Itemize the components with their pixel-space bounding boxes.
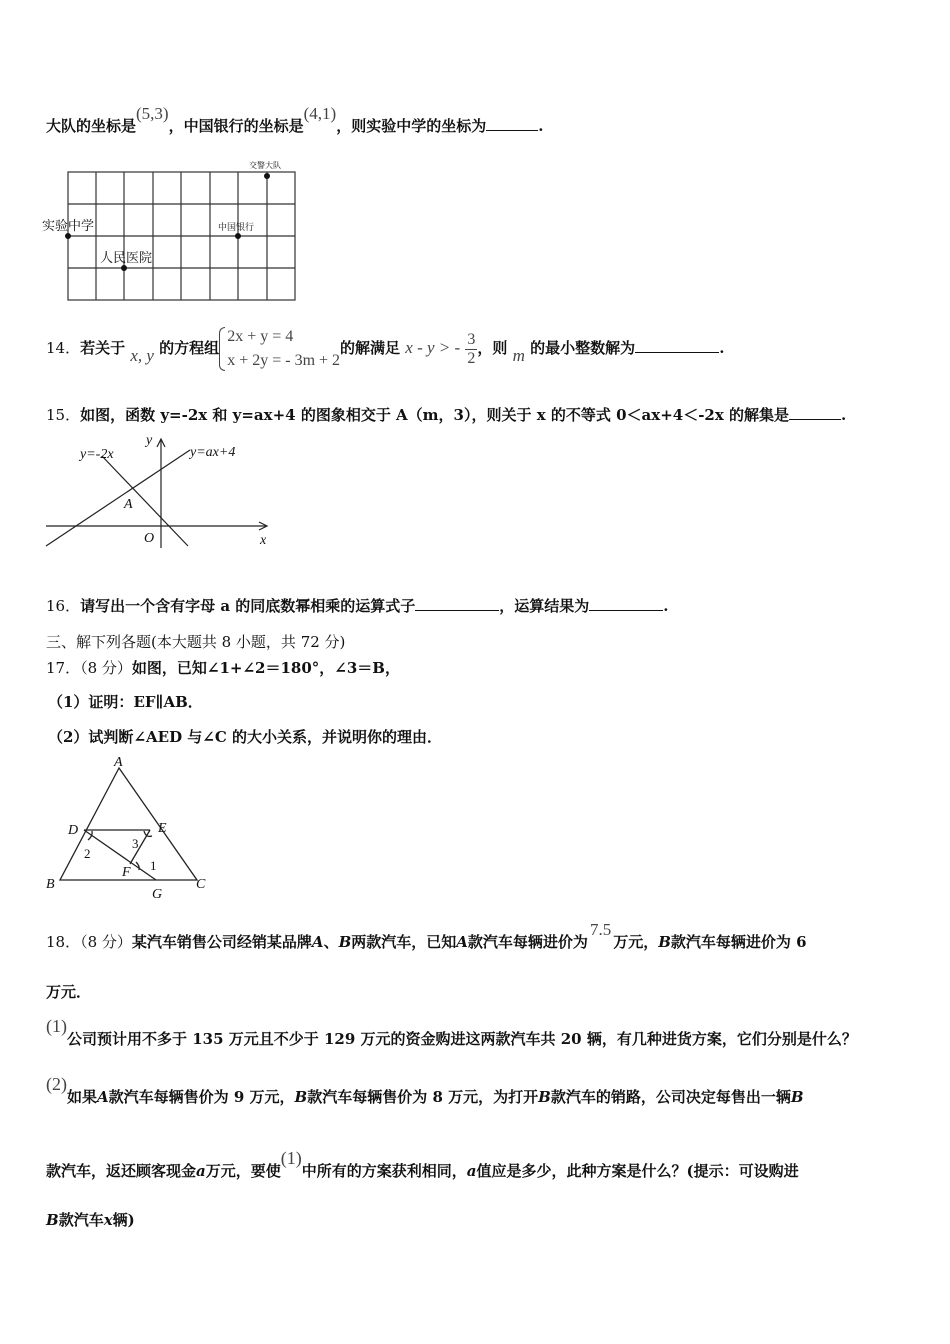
label-bank: 中国银行: [218, 222, 255, 232]
part-2-var-a: A: [97, 1088, 109, 1106]
label-school: 实验中学: [42, 218, 95, 233]
q15-graph: [40, 428, 280, 550]
label-origin: O: [144, 531, 155, 546]
q16-line: [46, 596, 669, 616]
q13-text-3: ，则实验中学的坐标为: [336, 117, 487, 135]
q14-text-5: 的最小整数解为: [530, 339, 636, 357]
vertex-f: F: [122, 865, 131, 880]
q16-text-1: 请写出一个含有字母 a 的同底数幂相乘的运算式子: [80, 597, 416, 615]
coord-bank: (4,1): [303, 104, 337, 123]
answer-blank: [635, 338, 719, 353]
part-2-var-a-cash: a: [196, 1162, 206, 1180]
label-y-axis: y: [146, 433, 153, 448]
q14-vars: x, y: [130, 346, 154, 365]
coord-jiaojing: (5,3): [136, 104, 169, 123]
answer-blank: [486, 116, 538, 131]
q14-text-4: ，则: [477, 339, 508, 357]
q14-text-2: 的方程组: [159, 339, 220, 357]
equation-2: x + 2y = - 3m + 2: [227, 352, 341, 369]
q14-var-m: m: [512, 346, 525, 365]
q18-line-1: [46, 920, 807, 952]
q18-text-5: 款汽车每辆进价为 6: [670, 933, 807, 951]
q13-text-2: ，中国银行的坐标是: [168, 117, 304, 135]
q13-text-1: 大队的坐标是: [46, 117, 137, 135]
q18-var-b2: B: [658, 933, 671, 951]
q18-number: 18．: [46, 933, 81, 951]
part-2-ref: (1): [280, 1148, 302, 1168]
q14-text-3: 的解满足: [340, 339, 401, 357]
q15-end: .: [841, 406, 847, 424]
point-bank: [235, 233, 241, 239]
q17-sub1: （1）证明：EF∥AB．: [48, 693, 203, 711]
q18-part-2-line-3: [46, 1210, 135, 1230]
grid-figure: [42, 158, 302, 304]
q18-text-1: 某汽车销售公司经销某品牌: [131, 933, 312, 951]
q18-part-2: [46, 1074, 804, 1107]
q14-text-1: 若关于: [80, 339, 126, 357]
part-2-text-4: 款汽车的销路，公司决定每售出一辆: [550, 1088, 791, 1106]
q18-text-2: 两款汽车，已知: [351, 933, 457, 951]
part-2-text-10: 辆): [112, 1211, 135, 1229]
q13-line: [46, 104, 544, 136]
point-jiaojing: [264, 173, 270, 179]
q15-number: 15．: [46, 406, 81, 424]
vertex-a: A: [114, 755, 123, 770]
q16-end: .: [663, 597, 669, 615]
equation-1: 2x + y = 4: [227, 328, 294, 345]
vertex-d: D: [68, 823, 79, 838]
price-a: 7.5: [589, 920, 612, 939]
vertex-c: C: [196, 877, 206, 892]
fraction-denominator: 2: [467, 349, 476, 367]
q17-text: 如图，已知∠1+∠2＝180°，∠3＝B，: [131, 659, 400, 677]
answer-blank: [589, 596, 663, 611]
angle-2-label: 2: [84, 846, 91, 861]
label-line-2: y=ax+4: [190, 445, 236, 460]
q17-line: [46, 658, 400, 678]
part-2-var-b4: B: [46, 1211, 59, 1229]
fraction-three-halves: [465, 331, 477, 368]
triangle-abc: [60, 768, 197, 880]
part-2-var-a-value: a: [466, 1162, 477, 1180]
q13-end: .: [538, 117, 544, 135]
q16-text-2: ，运算结果为: [499, 597, 590, 615]
q17-number: 17．: [46, 659, 81, 677]
answer-blank: [789, 405, 841, 420]
part-2-var-b2: B: [538, 1088, 551, 1106]
answer-blank: [415, 596, 499, 611]
q17-sub2: （2）试判断∠AED 与∠C 的大小关系，并说明你的理由．: [48, 728, 443, 746]
part-2-text-6: 万元，要使: [205, 1162, 281, 1180]
q18-var-b: B: [338, 933, 352, 951]
q18-text-4: 万元，: [613, 933, 659, 951]
part-2-var-x: x: [103, 1211, 113, 1229]
part-2-text-2: 款汽车每辆售价为 9 万元，: [108, 1088, 295, 1106]
q18-text-3: 款汽车每辆进价为: [467, 933, 588, 951]
triangle-figure: [42, 752, 222, 900]
label-hospital: 人民医院: [100, 250, 153, 265]
vertex-g: G: [152, 887, 163, 900]
part-1-label: (1): [46, 1016, 67, 1036]
part-2-text-8: 值应是多少，此种方案是什么？(提示：可设购进: [476, 1162, 799, 1180]
vertex-e: E: [158, 821, 167, 836]
part-2-text-7: 中所有的方案获利相同，: [301, 1162, 467, 1180]
fraction-numerator: 3: [467, 330, 476, 348]
label-jiaojing: 交警大队: [249, 161, 281, 170]
section-heading: 三、解下列各题(本大题共 8 小题，共 72 分): [46, 633, 346, 651]
angle-3-label: 3: [132, 836, 139, 851]
q18-var-a: A: [311, 933, 324, 951]
q14-number: 14．: [46, 339, 81, 357]
q18-part-2-line-2: [46, 1148, 799, 1181]
part-2-text-1: 如果: [67, 1088, 98, 1106]
line-y-ax-plus-4: [46, 450, 190, 546]
q16-number: 16．: [46, 597, 81, 615]
label-x-axis: x: [260, 533, 267, 548]
q18-text-sep: 、: [323, 933, 339, 951]
point-hospital: [121, 265, 127, 271]
q18-score: （8 分）: [80, 933, 132, 951]
part-2-label: (2): [46, 1074, 67, 1094]
part-2-text-5: 款汽车，返还顾客现金: [46, 1162, 197, 1180]
q18-var-a2: A: [456, 933, 468, 951]
part-2-text-9: 款汽车: [58, 1211, 104, 1229]
part-1-text: 公司预计用不多于 135 万元且不少于 129 万元的资金购进这两款汽车共 20 辆，有几种进货方案，它们分别是什么？: [67, 1030, 857, 1048]
vertex-b: B: [46, 877, 55, 892]
q15-line: [46, 405, 846, 425]
point-school: [65, 233, 71, 239]
label-point-a: A: [124, 497, 133, 512]
q18-line-2: 万元．: [46, 983, 92, 1001]
label-line-1: y=-2x: [80, 447, 114, 462]
part-2-var-b3: B: [790, 1088, 804, 1106]
grid-lines: [68, 172, 295, 300]
equation-system: [219, 325, 340, 373]
part-2-text-3: 款汽车每辆售价为 8 万元，为打开: [307, 1088, 539, 1106]
q15-text: 如图，函数 y=-2x 和 y=ax+4 的图象相交于 A（m，3），则关于 x 的不等式 0＜ax+4＜-2x 的解集是: [80, 406, 790, 424]
angle-1-label: 1: [150, 858, 157, 873]
q17-score: （8 分）: [80, 659, 132, 677]
q14-line: [46, 320, 724, 376]
q14-end: .: [719, 339, 725, 357]
part-2-var-b: B: [294, 1088, 308, 1106]
q18-part-1: [46, 1016, 857, 1049]
angle-2-arc: [88, 831, 92, 840]
inequality: x - y > -: [405, 338, 461, 357]
